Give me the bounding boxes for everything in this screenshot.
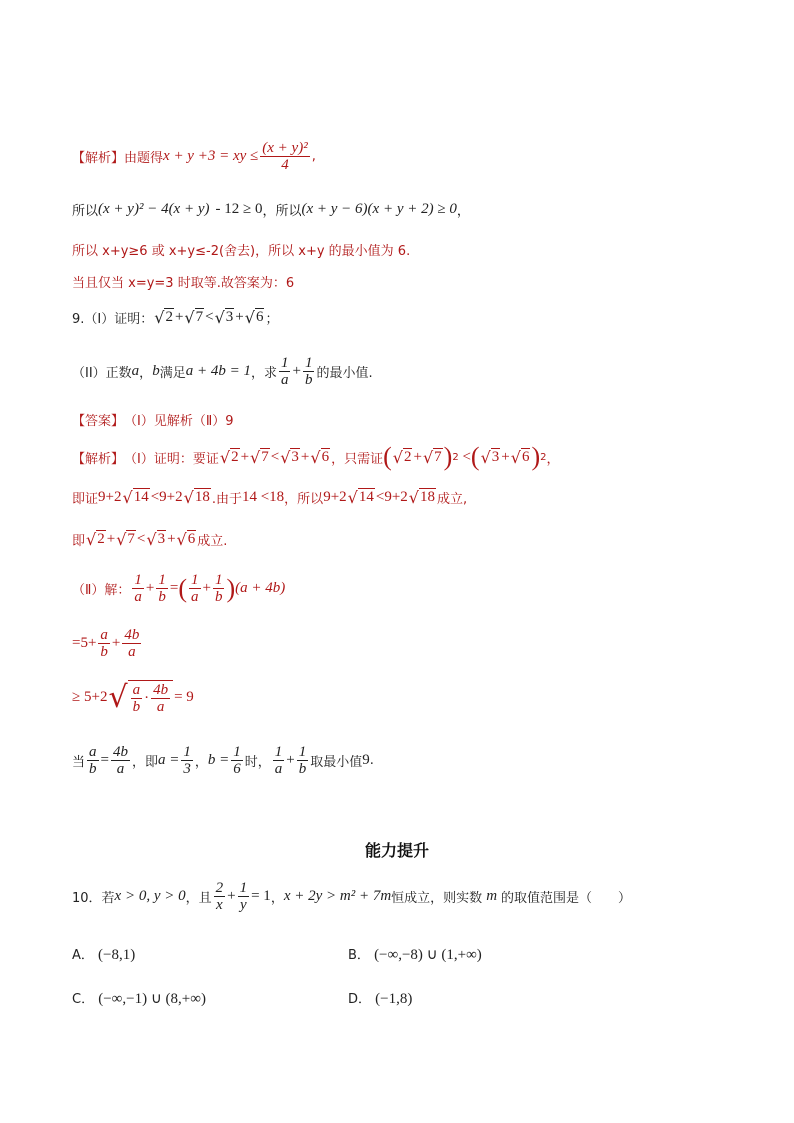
math-expression: x + y +3 = xy ≤ [163,148,259,164]
sqrt-2: √ 2 [154,308,173,327]
answer-line [72,410,234,429]
math-expression: - 12 ≥ 0 [215,201,263,217]
answer-tag: 【答案】 [72,414,125,429]
math-expression: x + 2y > m² + 7m [283,888,392,904]
solution-line-6: ≥ 5+2 √ $\frac{a}{b}$ · $\frac{4b}{a}$ = 9 [72,680,194,715]
option-key: C． [72,992,95,1007]
text: ，所以 [262,204,302,219]
text: 的取值范围是（ ） [501,891,632,906]
text: 即 [72,534,86,549]
option-value: (−1,8) [375,991,413,1007]
fraction-denominator: 4 [281,157,289,173]
text: 取最小值 [310,755,363,770]
solution-line-2: 即证 9+2 √ 14 <9+2 √ 18 .由于 14 <18 ，所以 9+2 √ 14 <9+2 √ 18 成立, [72,488,468,507]
text: .由于 [211,492,242,507]
math-expression: m [486,888,498,904]
option-c[interactable] [72,988,206,1008]
text: （Ⅰ）证明：要证 [124,451,219,467]
text: ， [139,366,153,381]
option-d[interactable] [348,988,412,1008]
punctuation: ； [265,312,279,327]
analysis-line-4: 当且仅当 x=y=3 时取等.故答案为：6 [72,276,295,291]
option-value: (−∞,−8) ∪ (1,+∞) [374,947,482,963]
text: ，求 [250,366,277,381]
option-key: D． [348,992,372,1007]
math-expression: (x + y)² − 4(x + y) [98,201,210,217]
text: 成立. [197,534,228,549]
sqrt-6: √ 6 [244,308,264,327]
text: （II）正数 [72,366,132,381]
analysis-line-3: 所以 x+y≥6 或 x+y≤-2(舍去)，所以 x+y 的最小值为 6. [72,244,411,259]
math-expression: x > 0, y > 0 [114,888,186,904]
analysis-text: 由题得 [124,151,164,166]
text: 的最小值. [316,366,373,381]
fraction: $\frac{1}{a}$ [280,355,289,388]
text: . [369,753,374,768]
question-number: 9.（I）证明： [72,312,154,327]
text: =5+ [72,635,97,651]
sqrt-3: √ 3 [214,308,234,327]
text: 成立, [436,492,468,507]
solution-line-1: 【解析】 （Ⅰ）证明：要证 √ 2 + √ 7 < √ 3 + √ 6 ，只需证 ( √ 2 + √ 7 ) 2 < ( √ 3 + √ 6 ) 2 ， [72,442,560,471]
question-10: 10．若 x > 0, y > 0 ，且 $\frac{2}{x}$ + $\frac{1}{y}$ = 1 ， x + 2y > m² + 7m 恒成立，则实数 m 的取值范围是（ ） [72,880,632,913]
section-heading: 能力提升 [364,841,429,860]
option-key: B． [348,948,370,963]
sqrt-7: √ 7 [184,308,204,327]
text: ，且 [185,891,212,906]
fraction-numerator: (x + y)² [262,140,308,156]
text: ，即 [131,755,158,770]
fraction: $\frac{1}{b}$ [304,355,313,388]
text: ， [194,755,208,770]
analysis-line-1 [72,140,316,173]
text: ， [270,891,284,906]
text: 即证 [72,492,99,507]
text: 恒成立，则实数 [391,891,483,906]
question-number: 10．若 [72,891,115,906]
analysis-line-2 [72,200,470,219]
answer-text: （Ⅰ）见解析（Ⅱ）9 [124,414,234,429]
question-9-part-2: （II）正数 a ， b 满足 a + 4b = 1 ，求 $\frac{1}{a}$ + $\frac{1}{b}$ 的最小值. [72,355,373,388]
option-value: (−∞,−1) ∪ (8,+∞) [98,991,206,1007]
solution-tag: 【解析】 [72,451,125,467]
math-expression: (x + y − 6)(x + y + 2) ≥ 0 [301,201,457,217]
option-b[interactable] [348,944,482,964]
solution-line-3: 即 √ 2 + √ 7 < √ 3 + √ 6 成立. [72,530,228,549]
text: 满足 [159,366,186,381]
punctuation: , [311,149,316,164]
text: 9 [362,752,370,768]
solution-line-5: =5+ $\frac{a}{b}$ + $\frac{4b}{a}$ [72,627,140,660]
text: ，所以 [284,492,324,507]
solution-line-4: （Ⅱ）解： $\frac{1}{a}$ + $\frac{1}{b}$ = ( $\frac{1}{a}$ + $\frac{1}{b}$ ) (a + 4b) [72,572,286,605]
text: ，只需证 [331,451,384,467]
question-9-part-1: 9.（I）证明： √ 2 + √ 7 < √ 3 + √ 6 ； [72,308,279,327]
fraction [260,140,309,173]
text: ， [456,204,470,219]
text: （Ⅱ）解： [72,583,131,598]
option-a[interactable] [72,944,135,964]
solution-line-7: 当 $\frac{a}{b}$ = $\frac{4b}{a}$ ，即 a = $\frac{1}{3}$ ， b = $\frac{1}{6}$ 时， $\frac{1}{a}$ + $\frac{1}{b}$ 取最小值 9 . [72,744,374,777]
analysis-tag: 【解析】 [72,151,125,166]
text: 当 [72,755,86,770]
text: = 9 [174,689,194,705]
text: 所以 [72,204,99,219]
text: ≥ 5+2 [72,689,108,705]
option-key: A． [72,948,94,963]
option-value: (−8,1) [98,947,136,963]
text: 时， [244,755,271,770]
